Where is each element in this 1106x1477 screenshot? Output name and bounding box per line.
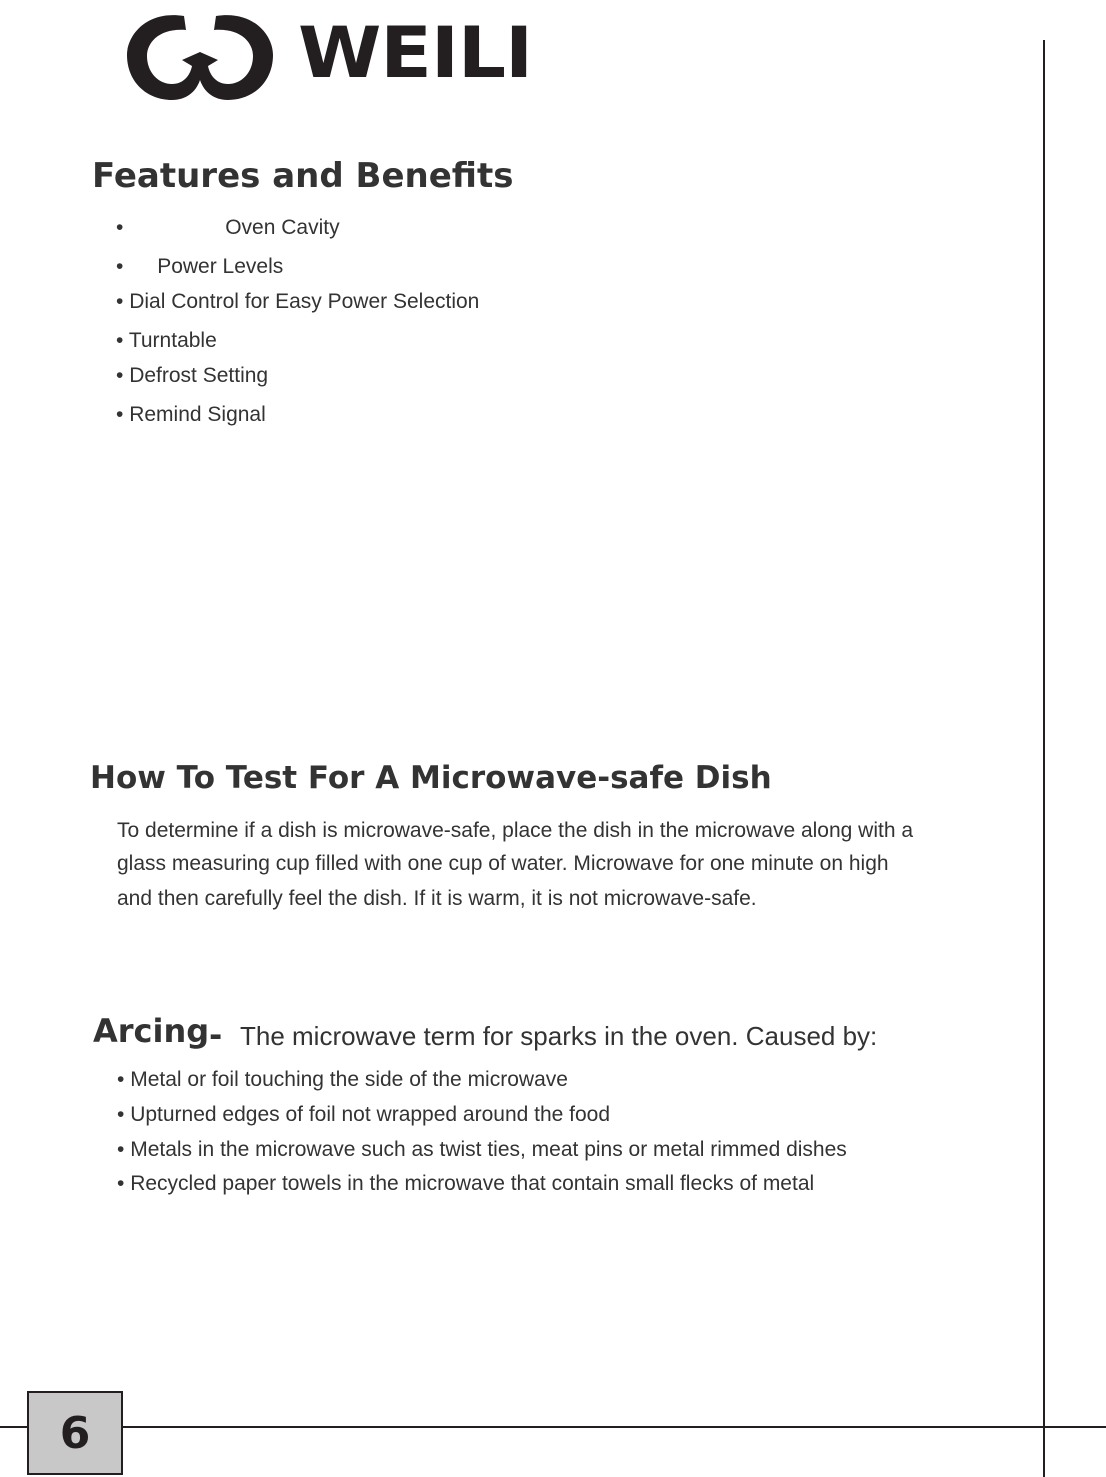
bullet: • [117,1103,125,1126]
feature-label: Power Levels [157,255,284,278]
feature-label: Oven Cavity [225,216,340,239]
test-heading: How To Test For A Microwave-safe Dish [90,760,772,796]
arcing-term: Arcing [93,1012,210,1050]
bullet: • [117,1138,125,1161]
feature-item [116,216,340,240]
feature-item [116,329,217,353]
feature-label: Turntable [128,329,217,352]
test-paragraph-line: To determine if a dish is microwave-safe, place the dish in the microwave along with a [117,819,914,842]
brand-name: WEILI [298,12,533,94]
bullet: • [117,1172,125,1195]
test-paragraph-line: glass measuring cup filled with one cup of water. Microwave for one minute on high [117,852,889,875]
margin-rule-horizontal [0,1426,1106,1428]
feature-label: Remind Signal [129,403,266,426]
bullet: • [116,255,124,278]
bullet: • [116,216,124,239]
arcing-cause-item [117,1138,847,1162]
features-heading: Features and Benefits [92,156,514,196]
bullet: • [117,1068,125,1091]
arcing-cause-label: Metal or foil touching the side of the microwave [130,1068,568,1091]
bullet: • [116,290,124,313]
arcing-cause-item [117,1068,568,1092]
arcing-cause-item [117,1172,814,1196]
feature-item [116,255,283,279]
test-paragraph-line: and then carefully feel the dish. If it is warm, it is not microwave-safe. [117,887,757,910]
bullet: • [116,329,124,352]
arcing-cause-item [117,1103,610,1127]
margin-rule-vertical [1043,40,1045,1477]
arcing-cause-label: Upturned edges of foil not wrapped around the food [130,1103,611,1126]
feature-item [116,290,479,314]
arcing-description: The microwave term for sparks in the oven. Caused by: [240,1021,878,1051]
feature-label: Dial Control for Easy Power Selection [129,290,480,313]
bullet: • [116,403,124,426]
feature-item [116,364,268,388]
page-number: 6 [27,1391,123,1475]
feature-item [116,403,266,427]
arcing-cause-label: Metals in the microwave such as twist ties, meat pins or metal rimmed dishes [130,1138,847,1161]
feature-label: Defrost Setting [129,364,269,387]
arcing-cause-label: Recycled paper towels in the microwave that contain small flecks of metal [130,1172,815,1195]
arcing-dash: - [209,1016,223,1054]
bullet: • [116,364,124,387]
